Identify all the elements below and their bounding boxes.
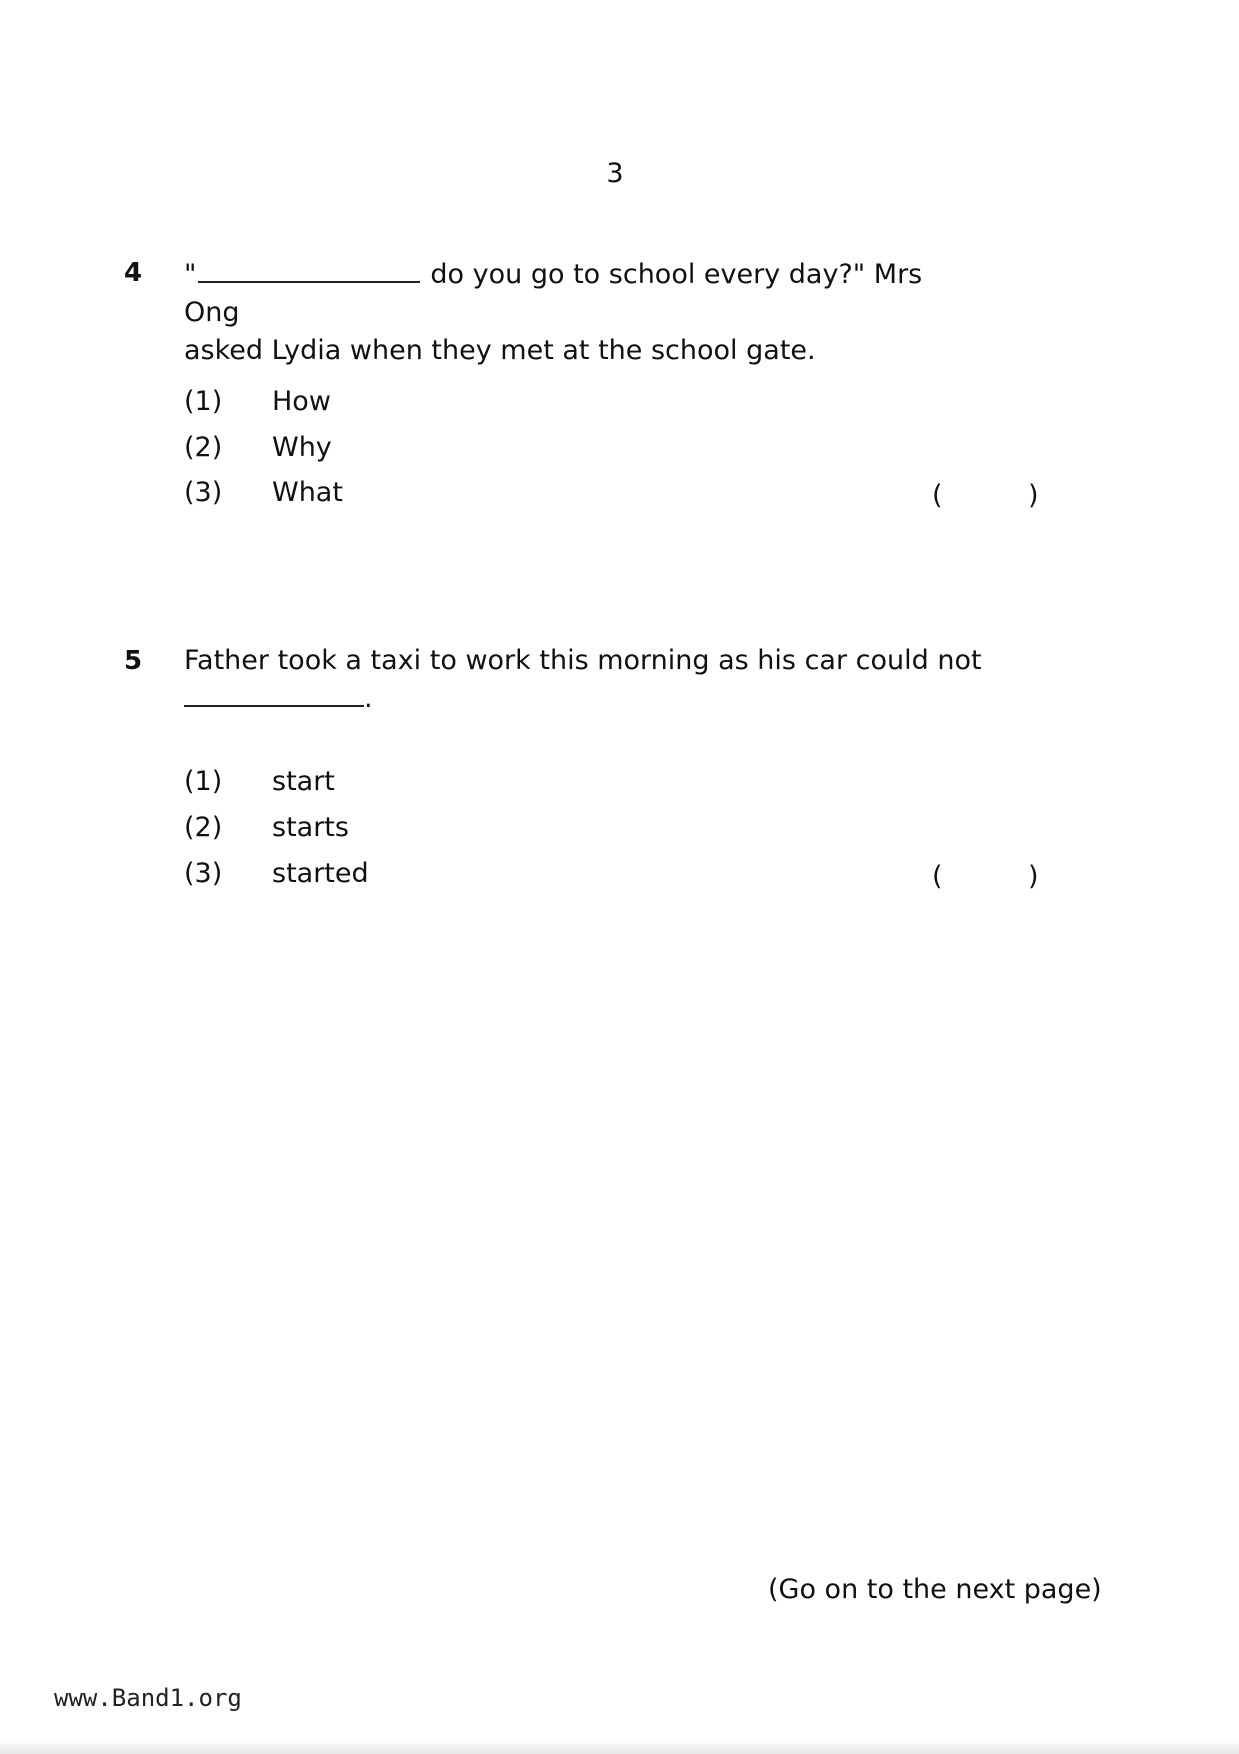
question-text-line1: do you go to school every day?" Mrs Ong <box>184 259 923 328</box>
scan-edge <box>0 1740 1239 1754</box>
question-text <box>184 642 984 718</box>
open-quote: " <box>184 259 197 290</box>
bracket-open: ( <box>932 861 943 892</box>
option-2 <box>184 432 332 463</box>
option-2 <box>184 812 349 843</box>
bracket-close: ) <box>1028 861 1039 892</box>
bracket-open: ( <box>932 480 943 511</box>
bracket-close: ) <box>1028 480 1039 511</box>
option-3 <box>184 858 369 889</box>
end-period: . <box>364 683 373 714</box>
option-1 <box>184 386 331 417</box>
option-number: (3) <box>184 477 223 508</box>
option-text: started <box>272 858 369 889</box>
option-text: How <box>272 386 331 417</box>
footer-note: (Go on to the next page) <box>768 1574 1102 1605</box>
question-text-line1: Father took a taxi to work this morning as his car could not <box>184 645 982 676</box>
question-text <box>184 256 984 370</box>
question-number: 5 <box>124 646 143 676</box>
option-text: What <box>272 477 343 508</box>
option-number: (2) <box>184 812 223 843</box>
answer-blank <box>198 257 420 283</box>
option-number: (3) <box>184 858 223 889</box>
option-text: Why <box>272 432 332 463</box>
question-text-line2: asked Lydia when they met at the school gate. <box>184 335 816 366</box>
option-3 <box>184 477 343 508</box>
page-number: 3 <box>606 158 624 189</box>
option-text: start <box>272 766 335 797</box>
question-number: 4 <box>124 258 143 288</box>
option-1 <box>184 766 335 797</box>
watermark: www.Band1.org <box>54 1684 242 1712</box>
answer-blank <box>184 681 364 707</box>
option-number: (1) <box>184 386 223 417</box>
option-text: starts <box>272 812 349 843</box>
option-number: (2) <box>184 432 223 463</box>
option-number: (1) <box>184 766 223 797</box>
